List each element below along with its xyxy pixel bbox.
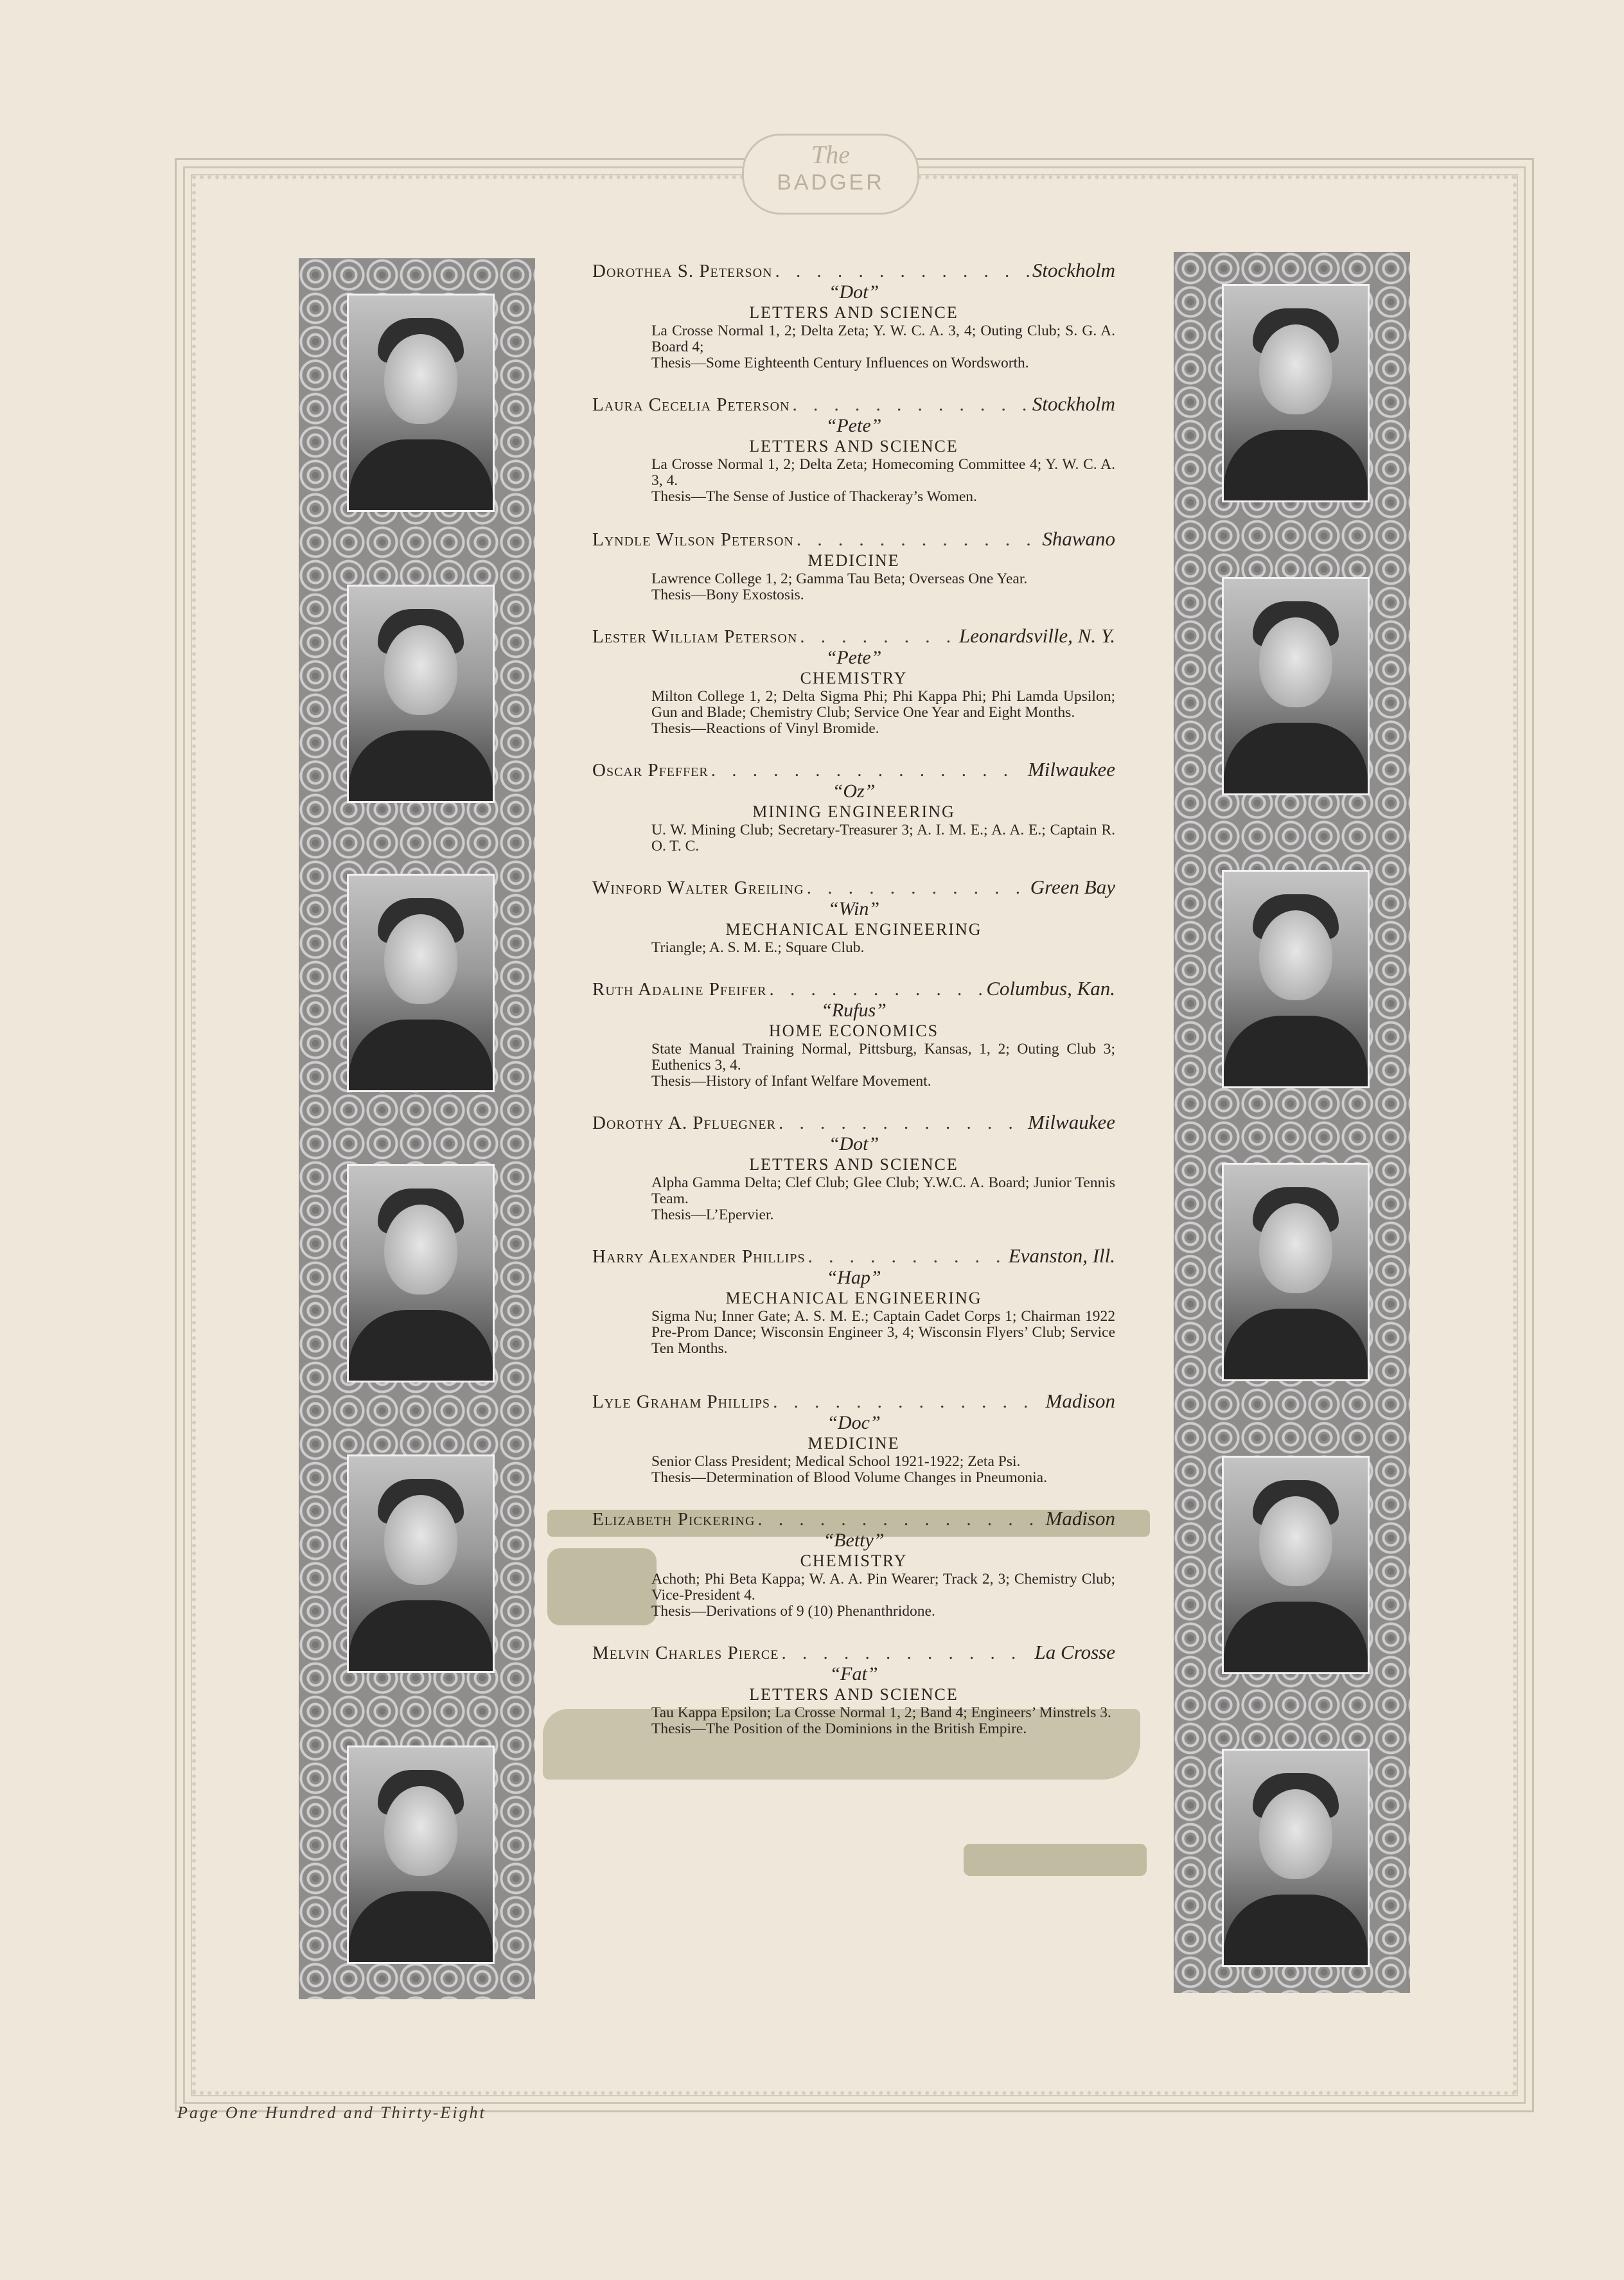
senior-entry (592, 625, 1115, 737)
course-of-study: LETTERS AND SCIENCE (749, 303, 958, 322)
course-of-study: MEDICINE (808, 551, 900, 570)
course-of-study: LETTERS AND SCIENCE (749, 1685, 958, 1704)
portrait-photo (1222, 577, 1370, 795)
course-of-study: MINING ENGINEERING (752, 802, 955, 821)
nickname: “Dot” (828, 1133, 879, 1154)
left-photo-column (299, 258, 535, 1999)
activity-line: Sigma Nu; Inner Gate; A. S. M. E.; Captain Cadet Corps 1; Chairman 1922 Pre-Prom Dance; Wisconsin Engineer 3, 4; Wisconsin Flyers’ Club; Service Ten Months. (651, 1308, 1115, 1357)
senior-name: Laura Cecelia Peterson (592, 394, 790, 415)
activity-line: Tau Kappa Epsilon; La Crosse Normal 1, 2; Band 4; Engineers’ Minstrels 3. (651, 1704, 1111, 1721)
senior-entry (592, 528, 1115, 603)
senior-entry (592, 876, 1115, 956)
paper-stain (964, 1844, 1147, 1876)
senior-entry (592, 1508, 1115, 1620)
course-of-study: HOME ECONOMICS (768, 1021, 939, 1040)
hometown: Stockholm (1032, 393, 1115, 415)
nickname: “Oz” (832, 781, 876, 802)
nickname: “Doc” (827, 1412, 881, 1433)
thesis-line: Thesis—Determination of Blood Volume Changes in Pneumonia. (651, 1469, 1047, 1486)
senior-name: Elizabeth Pickering (592, 1509, 755, 1530)
portrait-photo (1222, 1749, 1370, 1967)
hometown: Green Bay (1030, 876, 1115, 898)
senior-name: Lester William Peterson (592, 626, 798, 647)
senior-name: Dorothea S. Peterson (592, 261, 773, 281)
hometown: Milwaukee (1027, 758, 1115, 781)
hometown: Madison (1045, 1507, 1115, 1530)
activity-line: Alpha Gamma Delta; Clef Club; Glee Club; Y.W.C. A. Board; Junior Tennis Team. (651, 1174, 1115, 1207)
portrait-photo (347, 294, 495, 512)
activity-line: Senior Class President; Medical School 1921-1922; Zeta Psi. (651, 1453, 1021, 1470)
activity-line: La Crosse Normal 1, 2; Delta Zeta; Homecoming Committee 4; Y. W. C. A. 3, 4. (651, 456, 1115, 489)
thesis-line: Thesis—History of Infant Welfare Movement. (651, 1073, 931, 1090)
thesis-line: Thesis—The Sense of Justice of Thackeray’s Women. (651, 488, 977, 505)
portrait-photo (1222, 1456, 1370, 1674)
senior-entry (592, 978, 1115, 1090)
portrait-photo (347, 1454, 495, 1673)
senior-entry (592, 1390, 1115, 1486)
course-of-study: CHEMISTRY (800, 1551, 908, 1570)
senior-entry (592, 1111, 1115, 1223)
senior-entry (592, 393, 1115, 505)
hometown: Madison (1045, 1390, 1115, 1412)
course-of-study: MEDICINE (808, 1434, 900, 1453)
activity-line: Achoth; Phi Beta Kappa; W. A. A. Pin Wearer; Track 2, 3; Chemistry Club; Vice-President 4. (651, 1571, 1115, 1604)
hometown: Milwaukee (1027, 1111, 1115, 1133)
activity-line: State Manual Training Normal, Pittsburg, Kansas, 1, 2; Outing Club 3; Euthenics 3, 4. (651, 1041, 1115, 1074)
senior-entry (592, 1641, 1115, 1737)
portrait-photo (1222, 1163, 1370, 1381)
senior-name: Lyle Graham Phillips (592, 1392, 771, 1412)
activity-line: Milton College 1, 2; Delta Sigma Phi; Phi Kappa Phi; Phi Lamda Upsilon; Gun and Blade; Chemistry Club; Service One Year and Eight Months. (651, 688, 1115, 721)
nickname: “Win” (827, 898, 880, 919)
page-footer: Page One Hundred and Thirty-Eight (177, 2103, 486, 2122)
portrait-photo (347, 874, 495, 1092)
activity-line: La Crosse Normal 1, 2; Delta Zeta; Y. W. C. A. 3, 4; Outing Club; S. G. A. Board 4; (651, 323, 1115, 355)
thesis-line: Thesis—Derivations of 9 (10) Phenanthridone. (651, 1603, 935, 1620)
portrait-photo (1222, 284, 1370, 502)
senior-entry (592, 260, 1115, 371)
activity-line: Triangle; A. S. M. E.; Square Club. (651, 939, 865, 956)
senior-name: Oscar Pfeffer (592, 760, 709, 781)
masthead-the: The (811, 140, 850, 169)
nickname: “Hap” (826, 1267, 881, 1288)
nickname: “Rufus” (821, 1000, 887, 1021)
masthead-name: BADGER (777, 170, 885, 195)
nickname: “Pete” (825, 415, 882, 436)
course-of-study: LETTERS AND SCIENCE (749, 437, 958, 455)
senior-entry (592, 759, 1115, 854)
portrait-photo (347, 585, 495, 803)
hometown: Leonardsville, N. Y. (958, 624, 1115, 647)
hometown: Evanston, Ill. (1008, 1244, 1115, 1267)
thesis-line: Thesis—Some Eighteenth Century Influences on Wordsworth. (651, 355, 1029, 371)
nickname: “Dot” (828, 281, 879, 303)
nickname: “Pete” (825, 647, 882, 668)
hometown: Stockholm (1032, 259, 1115, 281)
thesis-line: Thesis—Bony Exostosis. (651, 587, 804, 603)
thesis-line: Thesis—Reactions of Vinyl Bromide. (651, 720, 879, 737)
nickname: “Fat” (829, 1663, 878, 1684)
portrait-photo (347, 1745, 495, 1964)
senior-entries (592, 258, 1115, 1737)
right-photo-column (1174, 252, 1410, 1993)
portrait-photo (1222, 870, 1370, 1088)
badger-masthead (742, 134, 919, 215)
senior-name: Ruth Adaline Pfeifer (592, 979, 767, 1000)
senior-entry (592, 1245, 1115, 1357)
course-of-study: LETTERS AND SCIENCE (749, 1155, 958, 1174)
senior-name: Lyndle Wilson Peterson (592, 529, 794, 550)
hometown: Columbus, Kan. (986, 977, 1115, 1000)
senior-name: Winford Walter Greiling (592, 878, 804, 898)
course-of-study: CHEMISTRY (800, 669, 908, 687)
course-of-study: MECHANICAL ENGINEERING (725, 920, 982, 939)
thesis-line: Thesis—The Position of the Dominions in the British Empire. (651, 1720, 1027, 1737)
senior-name: Dorothy A. Pfluegner (592, 1113, 776, 1133)
senior-name: Melvin Charles Pierce (592, 1643, 779, 1663)
activity-line: Lawrence College 1, 2; Gamma Tau Beta; Overseas One Year. (651, 570, 1028, 587)
course-of-study: MECHANICAL ENGINEERING (725, 1289, 982, 1307)
hometown: Shawano (1042, 527, 1115, 550)
nickname: “Betty” (823, 1530, 885, 1551)
hometown: La Crosse (1034, 1641, 1115, 1663)
activity-line: U. W. Mining Club; Secretary-Treasurer 3; A. I. M. E.; A. A. E.; Captain R. O. T. C. (651, 822, 1115, 854)
senior-name: Harry Alexander Phillips (592, 1246, 806, 1267)
portrait-photo (347, 1164, 495, 1383)
thesis-line: Thesis—L’Epervier. (651, 1206, 774, 1223)
